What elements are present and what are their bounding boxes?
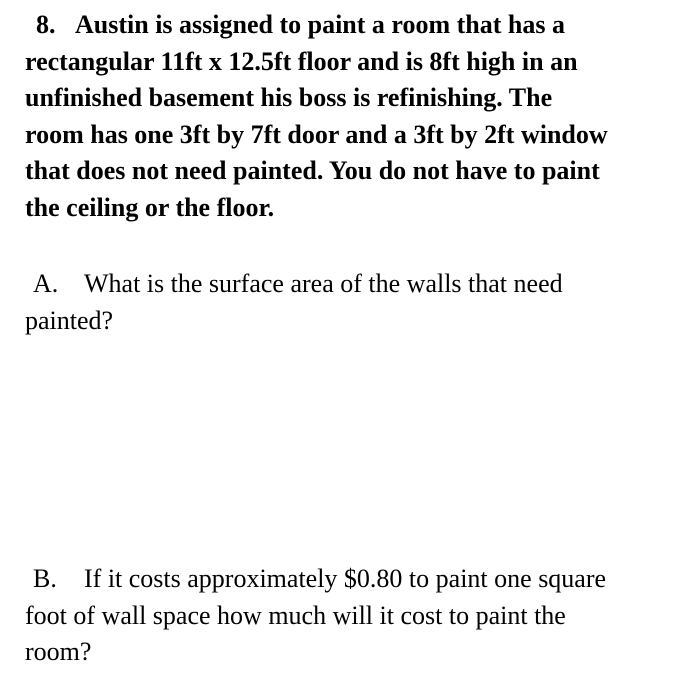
problem-line-2: rectangular 11ft x 12.5ft floor and is 8ft high in an (25, 46, 578, 76)
part-a-line-2: painted? (25, 305, 114, 335)
problem-line-5: that does not need painted. You do not have to paint (25, 156, 600, 185)
problem-number: 8. (36, 10, 56, 39)
question-part-a (25, 266, 700, 339)
part-b-text: If it costs approximately $0.80 to paint one square (84, 564, 607, 593)
part-a-text: What is the surface area of the walls that need (84, 269, 563, 298)
part-b-line-1 (25, 561, 700, 598)
part-b-line-3: room? (25, 637, 92, 666)
part-a-line-1 (25, 266, 700, 303)
problem-text: Austin is assigned to paint a room that has a (75, 10, 566, 39)
part-a-letter: A. (33, 269, 59, 298)
part-b-line-2: foot of wall space how much will it cost to paint the (25, 600, 566, 630)
problem-line-4: room has one 3ft by 7ft door and a 3ft by 2ft window (25, 119, 608, 149)
problem-statement (25, 7, 700, 226)
part-b-letter: B. (33, 564, 57, 593)
problem-line-3: unfinished basement his boss is refinishing. The (25, 83, 553, 112)
question-part-b (25, 561, 700, 671)
problem-line-6: the ceiling or the floor. (25, 192, 275, 222)
problem-line-1 (25, 7, 700, 44)
